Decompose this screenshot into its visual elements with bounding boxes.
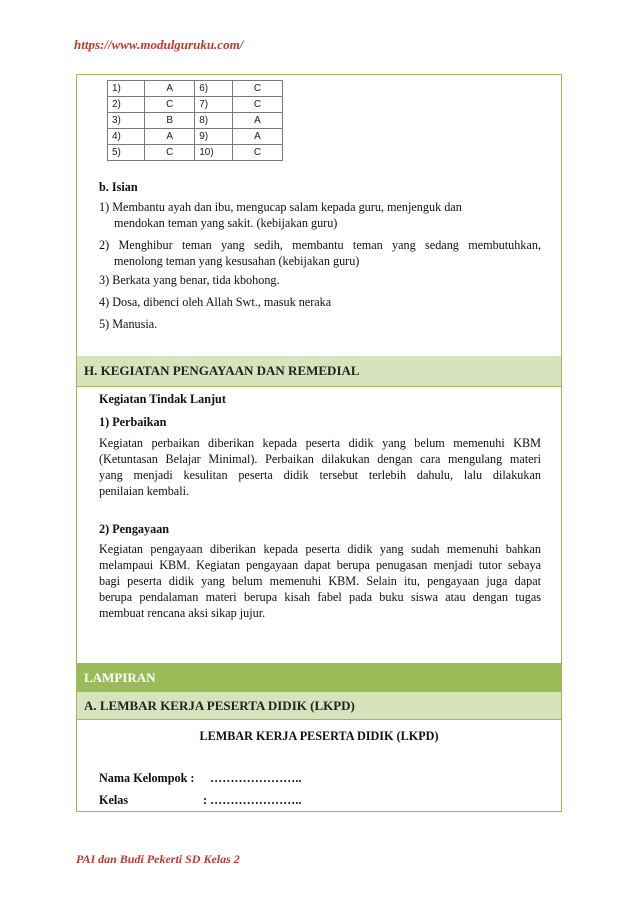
answer-row: [108, 81, 283, 97]
isian-item-3: 3) Berkata yang benar, tida kbohong.: [99, 273, 280, 287]
answer-number: 7): [195, 97, 233, 113]
answer-choice: A: [145, 81, 195, 97]
lampiran-title: LAMPIRAN: [77, 663, 561, 692]
answer-choice: C: [145, 145, 195, 161]
tindak-lanjut-heading: Kegiatan Tindak Lanjut: [99, 392, 226, 406]
kelas-value: …………………..: [210, 793, 302, 807]
footer-text: PAI dan Budi Pekerti SD Kelas 2: [76, 852, 240, 866]
answer-row: [108, 145, 283, 161]
divider: [77, 386, 561, 387]
answer-number: 4): [108, 129, 145, 145]
content-frame: [76, 74, 562, 812]
nama-kelompok-value: …………………..: [210, 771, 302, 785]
isian-heading: b. Isian: [99, 180, 138, 194]
answer-number: 5): [108, 145, 145, 161]
isian-item-4: 4) Dosa, dibenci oleh Allah Swt., masuk neraka: [99, 295, 332, 309]
answer-choice: C: [145, 97, 195, 113]
answer-choice: A: [232, 113, 282, 129]
isian-item-2: 2) Menghibur teman yang sedih, membantu teman yang sedang membutuhkan, menolong teman yang kesusahan (kebijakan guru): [99, 238, 541, 268]
section-a-title: A. LEMBAR KERJA PESERTA DIDIK (LKPD): [77, 692, 561, 719]
section-h-title: H. KEGIATAN PENGAYAAN DAN REMEDIAL: [77, 356, 561, 386]
nama-kelompok-label: Nama Kelompok :: [99, 771, 195, 785]
lkpd-title: LEMBAR KERJA PESERTA DIDIK (LKPD): [199, 729, 439, 743]
kelas-colon: :: [203, 793, 208, 807]
pengayaan-paragraph: Kegiatan pengayaan diberikan kepada peserta didik yang sudah memenuhi bahkan melampaui KBM. Kegiatan pengayaan dapat berupa penugasan menjadi tutor sebaya bagi peserta didik yang belum memenuhi KBM. Selain itu, pengayaan juga dapat berupa pendalaman materi berupa kisah fabel pada buku siswa atau dengan tugas membuat rencana aksi sikap jujur.: [99, 542, 541, 620]
answer-number: 1): [108, 81, 145, 97]
kelas-label: Kelas: [99, 793, 129, 807]
header-url[interactable]: https://www.modulguruku.com/: [74, 37, 244, 52]
answer-number: 8): [195, 113, 233, 129]
answer-number: 6): [195, 81, 233, 97]
isian-item-1: 1) Membantu ayah dan ibu, mengucap salam kepada guru, menjenguk dan mendokan teman yang sakit. (kebijakan guru): [99, 200, 462, 230]
answer-row: [108, 113, 283, 129]
answer-number: 9): [195, 129, 233, 145]
perbaikan-paragraph: Kegiatan perbaikan diberikan kepada peserta didik yang belum memenuhi KBM (Ketuntasan Belajar Minimal). Perbaikan dilakukan dengan cara mengulang materi yang menjadi kesulitan peserta didik tersebut terlebih dahulu, lalu dilakukan penilaian kembali.: [99, 436, 541, 498]
answer-row: [108, 129, 283, 145]
answer-choice: A: [232, 129, 282, 145]
answer-number: 2): [108, 97, 145, 113]
pengayaan-heading: 2) Pengayaan: [99, 522, 170, 536]
answer-key-table: [107, 80, 283, 161]
answer-choice: C: [232, 145, 282, 161]
answer-choice: A: [145, 129, 195, 145]
perbaikan-heading: 1) Perbaikan: [99, 415, 167, 429]
isian-item-5: 5) Manusia.: [99, 317, 158, 331]
answer-number: 10): [195, 145, 233, 161]
answer-choice: B: [145, 113, 195, 129]
answer-number: 3): [108, 113, 145, 129]
answer-row: [108, 97, 283, 113]
answer-choice: C: [232, 81, 282, 97]
divider: [77, 719, 561, 720]
answer-choice: C: [232, 97, 282, 113]
